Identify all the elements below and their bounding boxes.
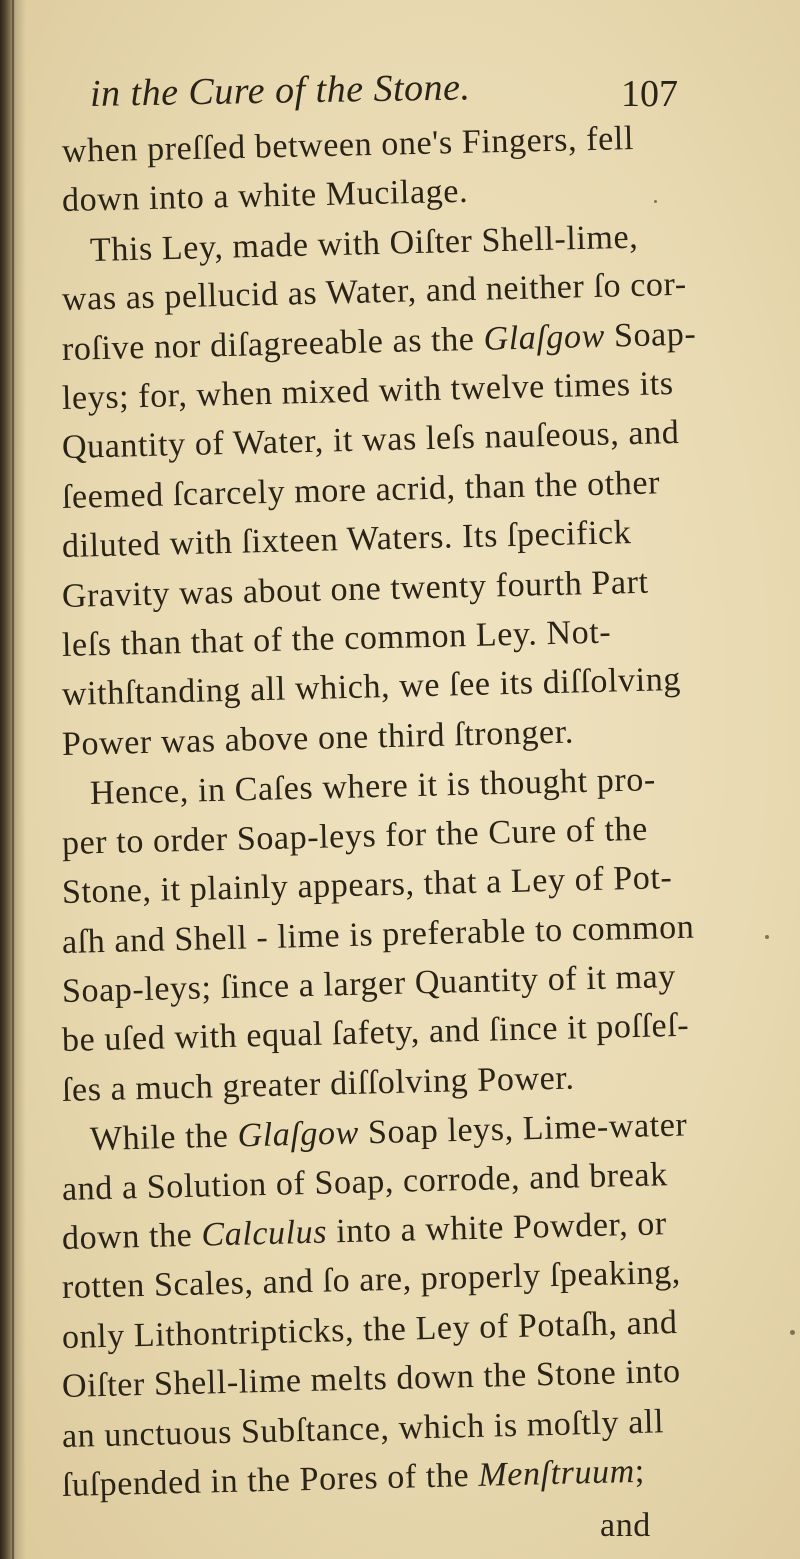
text-line: Stone, it plainly appears, that a Ley of Pot- — [61, 859, 673, 911]
paper-speck — [765, 935, 769, 939]
text-line: down into a white Mucilage. — [61, 172, 469, 219]
text-line: only Lithontripticks, the Ley of Potaſh, and — [61, 1303, 678, 1356]
text-line: ſuſpended in the Pores of the Menſtruum; — [61, 1452, 646, 1504]
text-line: leſs than that of the common Ley. Not- — [61, 613, 612, 664]
text-line: ſes a much greater diſſolving Power. — [61, 1059, 575, 1109]
text-line: ſeemed ſcarcely more acrid, than the other — [61, 464, 661, 516]
text-line: Oiſter Shell-lime melts down the Stone into — [61, 1352, 682, 1405]
text-line: per to order Soap-leys for the Cure of the — [61, 810, 649, 862]
text-line: diluted with ſixteen Waters. Its ſpecifick — [61, 514, 632, 565]
text-line: Soap-leys; ſince a larger Quantity of it may — [61, 958, 677, 1010]
text-line: an unctuous Subſtance, which is moſtly all — [61, 1403, 665, 1455]
text-line: Hence, in Caſes where it is thought pro- — [89, 761, 657, 812]
catchword: and — [600, 1507, 651, 1544]
text-line: withſtanding all which, we ſee its diſſolving — [61, 660, 682, 713]
text-line: be uſed with equal ſafety, and ſince it poſſeſ- — [61, 1006, 690, 1059]
text-line: Quantity of Water, it was leſs nauſeous, and — [61, 413, 680, 466]
page-number: 107 — [621, 73, 678, 115]
text-line: rotten Scales, and ſo are, properly ſpeaking, — [61, 1253, 682, 1306]
text-line: leys; for, when mixed with twelve times its — [61, 365, 675, 417]
text-line: aſh and Shell - lime is preferable to common — [61, 908, 695, 961]
text-line: down the Calculus into a white Powder, or — [61, 1205, 668, 1257]
paper-speck — [790, 1330, 795, 1335]
text-line: Gravity was about one twenty fourth Part — [61, 563, 650, 615]
text-line: Power was above one third ſtronger. — [61, 713, 575, 763]
text-line: This Ley, made with Oiſter Shell-lime, — [89, 218, 639, 269]
text-line: While the Glaſgow Soap leys, Lime-water — [89, 1106, 688, 1158]
text-line: when preſſed between one's Fingers, fell — [61, 120, 635, 170]
paper-speck — [654, 200, 657, 203]
text-line: and a Solution of Soap, corrode, and break — [61, 1156, 669, 1208]
running-title: in the Cure of the Stone. — [89, 66, 471, 115]
text-line: roſive nor diſagreeable as the Glaſgow Soap- — [61, 315, 697, 368]
text-line: was as pellucid as Water, and neither ſo cor- — [61, 265, 688, 318]
